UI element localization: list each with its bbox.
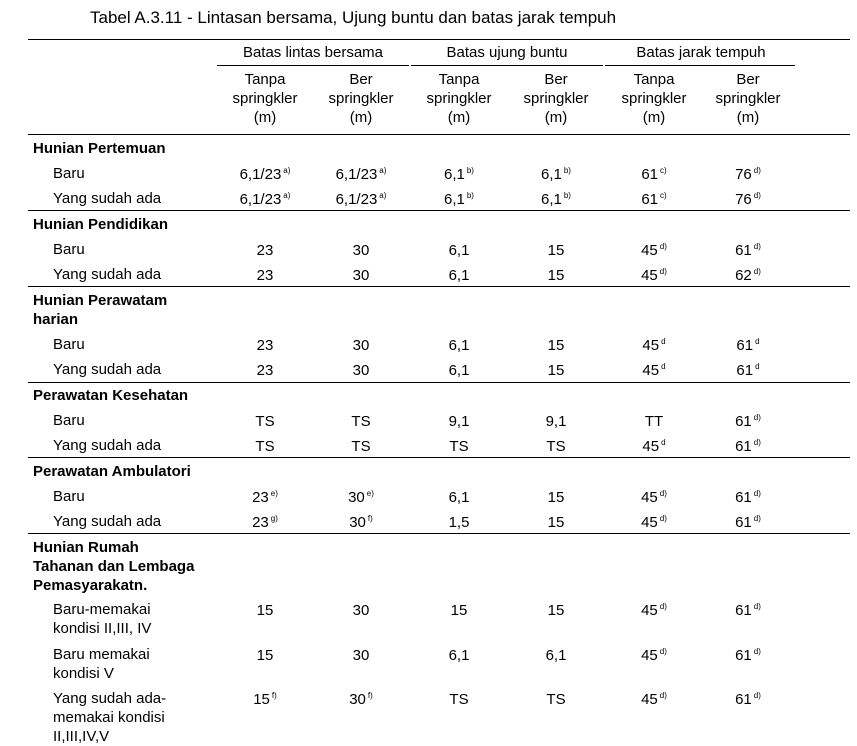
table-cell	[217, 691, 313, 708]
cell-footnote-mark: a)	[283, 166, 291, 175]
table-cell	[700, 166, 796, 183]
row-label-line: Baru	[53, 241, 85, 258]
table-cell	[606, 166, 702, 183]
cell-value: 6,1/23	[335, 166, 378, 183]
section-rule	[28, 382, 850, 383]
table-cell	[411, 514, 507, 531]
column-header-line: (m)	[253, 109, 277, 126]
table-cell	[700, 647, 796, 664]
column-header-line: Tanpa	[438, 71, 480, 88]
cell-footnote-mark: f)	[367, 514, 373, 523]
cell-footnote-mark: d)	[753, 514, 761, 523]
row-label-line: Yang sudah ada	[53, 513, 162, 530]
cell-value: 15	[450, 602, 468, 619]
cell-footnote-mark: d)	[659, 242, 667, 251]
cell-value: 6,1	[541, 166, 562, 183]
cell-footnote-mark: d)	[753, 191, 761, 200]
cell-value: 30	[352, 242, 370, 259]
cell-footnote-mark: d)	[753, 691, 761, 700]
cell-value: 6,1	[545, 647, 567, 664]
table-cell	[700, 602, 796, 619]
cell-footnote-mark: c)	[660, 191, 667, 200]
cell-footnote-mark: d)	[753, 438, 761, 447]
cell-value: 61	[735, 413, 752, 430]
cell-footnote-mark: e)	[366, 489, 374, 498]
table-cell	[313, 438, 409, 455]
table-cell	[606, 438, 702, 455]
cell-value: 61	[735, 242, 752, 259]
table-cell	[217, 602, 313, 619]
cell-value: 45	[642, 337, 660, 354]
cell-value: 61	[735, 489, 752, 506]
column-header-line: Tanpa	[244, 71, 286, 88]
table-cell	[411, 242, 507, 259]
section-rule	[28, 210, 850, 211]
table-cell	[700, 691, 796, 708]
table-cell	[700, 438, 796, 455]
table-cell	[313, 602, 409, 619]
category-heading-line: Hunian Perawatam	[33, 292, 168, 309]
table-cell	[217, 514, 313, 531]
table-cell	[606, 489, 702, 506]
cell-value: 6,1	[541, 191, 562, 208]
table-cell	[508, 514, 604, 531]
row-label-line: Yang sudah ada	[53, 266, 162, 283]
cell-footnote-mark: f)	[367, 691, 373, 700]
table-cell	[411, 362, 507, 379]
cell-value: 30	[352, 647, 370, 664]
cell-footnote-mark: d)	[659, 489, 667, 498]
column-header	[313, 70, 409, 127]
column-header-line: springkler	[715, 90, 781, 107]
cell-footnote-mark: d	[661, 337, 666, 346]
cell-value: 15	[547, 337, 565, 354]
table-title: Tabel A.3.11 - Lintasan bersama, Ujung buntu dan batas jarak tempuh	[90, 8, 617, 27]
cell-value: 6,1	[448, 489, 470, 506]
table-cell	[700, 413, 796, 430]
row-label-line: memakai kondisi	[53, 709, 165, 726]
cell-footnote-mark: d)	[753, 166, 761, 175]
row-label-line: II,III,IV,V	[53, 728, 110, 745]
cell-value: 6,1	[448, 362, 470, 379]
table-cell	[411, 647, 507, 664]
row-label-line: Baru	[53, 165, 85, 182]
cell-footnote-mark: c)	[660, 166, 667, 175]
cell-value: 62	[735, 267, 752, 284]
table-cell	[411, 337, 507, 354]
table-cell	[508, 647, 604, 664]
column-header-line: (m)	[736, 109, 760, 126]
cell-value: 15	[547, 242, 565, 259]
cell-footnote-mark: d)	[753, 647, 761, 656]
cell-value: 61	[735, 691, 752, 708]
cell-footnote-mark: d)	[659, 602, 667, 611]
cell-value: 30	[349, 691, 366, 708]
header-bottom-rule	[28, 134, 850, 135]
cell-value: TS	[449, 691, 469, 708]
cell-footnote-mark: d)	[753, 489, 761, 498]
row-label-line: kondisi II,III, IV	[53, 620, 152, 637]
cell-value: 6,1/23	[335, 191, 378, 208]
column-header	[217, 70, 313, 127]
table-cell	[700, 337, 796, 354]
cell-footnote-mark: d)	[659, 691, 667, 700]
section-rule	[28, 286, 850, 287]
cell-footnote-mark: f)	[271, 691, 277, 700]
cell-value: 15	[256, 647, 274, 664]
category-heading-line: Pemasyarakatn.	[33, 577, 148, 594]
group-underline	[217, 65, 409, 66]
column-header-line: (m)	[642, 109, 666, 126]
cell-value: 9,1	[545, 413, 567, 430]
table-cell	[217, 242, 313, 259]
cell-value: TS	[255, 438, 275, 455]
cell-value: 15	[547, 602, 565, 619]
table-cell	[700, 362, 796, 379]
cell-footnote-mark: e)	[270, 489, 278, 498]
table-cell	[606, 647, 702, 664]
table-cell	[606, 602, 702, 619]
column-header-line: Ber	[544, 71, 568, 88]
cell-value: 15	[256, 602, 274, 619]
column-header	[606, 70, 702, 127]
cell-value: 23	[252, 514, 269, 531]
row-label	[53, 487, 85, 506]
row-label	[53, 360, 161, 379]
table-cell	[508, 489, 604, 506]
cell-footnote-mark: g)	[270, 514, 278, 523]
table-cell	[700, 242, 796, 259]
column-header-line: springkler	[426, 90, 492, 107]
table-cell	[411, 166, 507, 183]
category-heading: Hunian Pertemuan	[33, 140, 166, 157]
cell-value: 6,1	[448, 242, 470, 259]
cell-value: 45	[641, 514, 658, 531]
table-cell	[606, 191, 702, 208]
row-label-line: Yang sudah ada-	[53, 690, 167, 707]
column-header-line: Tanpa	[633, 71, 675, 88]
table-cell	[313, 514, 409, 531]
column-header-line: springkler	[328, 90, 394, 107]
row-label-line: Baru	[53, 336, 85, 353]
cell-footnote-mark: d)	[753, 413, 761, 422]
table-cell	[313, 413, 409, 430]
cell-value: 9,1	[448, 413, 470, 430]
cell-value: 23	[252, 489, 269, 506]
column-header-line: springkler	[523, 90, 589, 107]
table-cell	[217, 191, 313, 208]
table-cell	[217, 489, 313, 506]
row-label	[53, 411, 85, 430]
cell-footnote-mark: d	[661, 362, 666, 371]
category-heading	[33, 291, 167, 329]
row-label-line: kondisi V	[53, 665, 114, 682]
table-cell	[606, 514, 702, 531]
cell-value: TT	[644, 413, 664, 430]
cell-value: 6,1/23	[239, 191, 282, 208]
cell-value: 6,1	[448, 337, 470, 354]
category-heading: Perawatan Ambulatori	[33, 463, 191, 480]
cell-value: 45	[642, 438, 660, 455]
table-cell	[508, 166, 604, 183]
cell-footnote-mark: a)	[379, 166, 387, 175]
category-heading-line: Tahanan dan Lembaga	[33, 558, 195, 575]
cell-value: 61	[641, 191, 658, 208]
cell-value: 1,5	[448, 514, 470, 531]
cell-footnote-mark: d)	[753, 242, 761, 251]
table-cell	[411, 602, 507, 619]
cell-value: 45	[641, 691, 658, 708]
cell-value: TS	[449, 438, 469, 455]
table-cell	[217, 337, 313, 354]
category-heading: Perawatan Kesehatan	[33, 387, 189, 404]
table-cell	[313, 242, 409, 259]
table-cell	[606, 242, 702, 259]
cell-value: 45	[641, 267, 658, 284]
category-heading-line: Hunian Rumah	[33, 539, 139, 556]
cell-value: 30	[352, 362, 370, 379]
cell-footnote-mark: d)	[659, 267, 667, 276]
category-heading: Hunian Pendidikan	[33, 216, 169, 233]
row-label	[53, 265, 161, 284]
column-header-line: (m)	[349, 109, 373, 126]
table-cell	[313, 647, 409, 664]
table-cell	[508, 691, 604, 708]
cell-value: 15	[547, 362, 565, 379]
cell-value: 45	[642, 362, 660, 379]
cell-footnote-mark: d)	[753, 267, 761, 276]
cell-value: TS	[255, 413, 275, 430]
table-cell	[411, 267, 507, 284]
cell-value: 45	[641, 647, 658, 664]
table-cell	[508, 267, 604, 284]
row-label	[53, 512, 161, 531]
table-cell	[508, 362, 604, 379]
group-header: Batas lintas bersama	[242, 44, 384, 61]
cell-value: 6,1	[448, 647, 470, 664]
table-cell	[313, 166, 409, 183]
row-label-line: Yang sudah ada	[53, 437, 162, 454]
cell-footnote-mark: d	[661, 438, 666, 447]
cell-value: TS	[351, 413, 371, 430]
table-cell	[313, 691, 409, 708]
table-cell	[411, 413, 507, 430]
cell-value: 6,1	[444, 166, 465, 183]
row-label	[53, 600, 151, 638]
table-cell	[508, 602, 604, 619]
column-header-line: springkler	[232, 90, 298, 107]
row-label	[53, 335, 85, 354]
table-cell	[700, 514, 796, 531]
cell-footnote-mark: d	[755, 337, 760, 346]
table-cell	[313, 191, 409, 208]
cell-value: 61	[736, 362, 754, 379]
cell-value: 61	[641, 166, 658, 183]
table-cell	[508, 242, 604, 259]
group-header: Batas ujung buntu	[446, 44, 568, 61]
cell-footnote-mark: b)	[466, 191, 474, 200]
column-header	[700, 70, 796, 127]
column-header-line: (m)	[544, 109, 568, 126]
cell-value: 6,1	[448, 267, 470, 284]
table-cell	[411, 191, 507, 208]
table-cell	[313, 489, 409, 506]
cell-value: 23	[256, 242, 274, 259]
row-label	[53, 240, 85, 259]
table-cell	[508, 413, 604, 430]
cell-value: 30	[348, 489, 365, 506]
cell-value: TS	[546, 691, 566, 708]
row-label	[53, 689, 166, 746]
table-cell	[700, 489, 796, 506]
table-cell	[508, 191, 604, 208]
cell-value: 76	[735, 166, 752, 183]
cell-value: TS	[546, 438, 566, 455]
table-cell	[700, 267, 796, 284]
cell-value: 23	[256, 362, 274, 379]
table-cell	[508, 337, 604, 354]
row-label-line: Baru	[53, 488, 85, 505]
section-rule	[28, 533, 850, 534]
cell-value: 30	[352, 602, 370, 619]
column-header	[411, 70, 507, 127]
cell-value: 30	[352, 267, 370, 284]
cell-value: 6,1/23	[239, 166, 282, 183]
cell-value: 30	[349, 514, 366, 531]
row-label-line: Yang sudah ada	[53, 361, 162, 378]
cell-value: 6,1	[444, 191, 465, 208]
cell-value: 15	[547, 267, 565, 284]
table-cell	[606, 267, 702, 284]
table-cell	[313, 337, 409, 354]
row-label-line: Baru	[53, 412, 85, 429]
table-cell	[606, 413, 702, 430]
cell-footnote-mark: d)	[659, 514, 667, 523]
cell-value: 23	[256, 267, 274, 284]
group-header: Batas jarak tempuh	[636, 44, 766, 61]
cell-footnote-mark: d)	[753, 602, 761, 611]
cell-value: 61	[735, 647, 752, 664]
table-cell	[217, 413, 313, 430]
cell-value: 15	[253, 691, 270, 708]
table-cell	[606, 362, 702, 379]
column-header	[508, 70, 604, 127]
column-header-line: (m)	[447, 109, 471, 126]
cell-value: 45	[641, 602, 658, 619]
cell-value: TS	[351, 438, 371, 455]
cell-value: 76	[735, 191, 752, 208]
table-cell	[411, 438, 507, 455]
table-cell	[217, 647, 313, 664]
table-cell	[606, 337, 702, 354]
category-heading-line: harian	[33, 311, 79, 328]
table-cell	[313, 267, 409, 284]
section-rule	[28, 457, 850, 458]
cell-footnote-mark: b)	[466, 166, 474, 175]
cell-value: 45	[641, 242, 658, 259]
table-cell	[508, 438, 604, 455]
category-heading	[33, 538, 194, 595]
table-cell	[700, 191, 796, 208]
cell-value: 61	[735, 602, 752, 619]
row-label-line: Baru memakai	[53, 646, 150, 663]
row-label	[53, 189, 161, 208]
table-cell	[411, 489, 507, 506]
table-cell	[217, 267, 313, 284]
cell-footnote-mark: d	[755, 362, 760, 371]
cell-footnote-mark: a)	[283, 191, 291, 200]
row-label	[53, 164, 85, 183]
cell-footnote-mark: b)	[563, 166, 571, 175]
cell-value: 61	[735, 438, 752, 455]
cell-value: 15	[547, 489, 565, 506]
cell-footnote-mark: d)	[659, 647, 667, 656]
cell-footnote-mark: a)	[379, 191, 387, 200]
row-label-line: Yang sudah ada	[53, 190, 162, 207]
column-header-line: Ber	[736, 71, 760, 88]
table-cell	[217, 438, 313, 455]
cell-value: 30	[352, 337, 370, 354]
table-cell	[411, 691, 507, 708]
cell-value: 45	[641, 489, 658, 506]
cell-value: 23	[256, 337, 274, 354]
group-underline	[411, 65, 603, 66]
cell-value: 61	[736, 337, 754, 354]
column-header-line: springkler	[621, 90, 687, 107]
table-cell	[313, 362, 409, 379]
column-header-line: Ber	[349, 71, 373, 88]
row-label	[53, 645, 150, 683]
table-cell	[217, 362, 313, 379]
cell-footnote-mark: b)	[563, 191, 571, 200]
top-rule	[28, 39, 850, 40]
table-cell	[217, 166, 313, 183]
row-label-line: Baru-memakai	[53, 601, 151, 618]
row-label	[53, 436, 161, 455]
cell-value: 15	[547, 514, 565, 531]
cell-value: 61	[735, 514, 752, 531]
table-cell	[606, 691, 702, 708]
group-underline	[605, 65, 795, 66]
